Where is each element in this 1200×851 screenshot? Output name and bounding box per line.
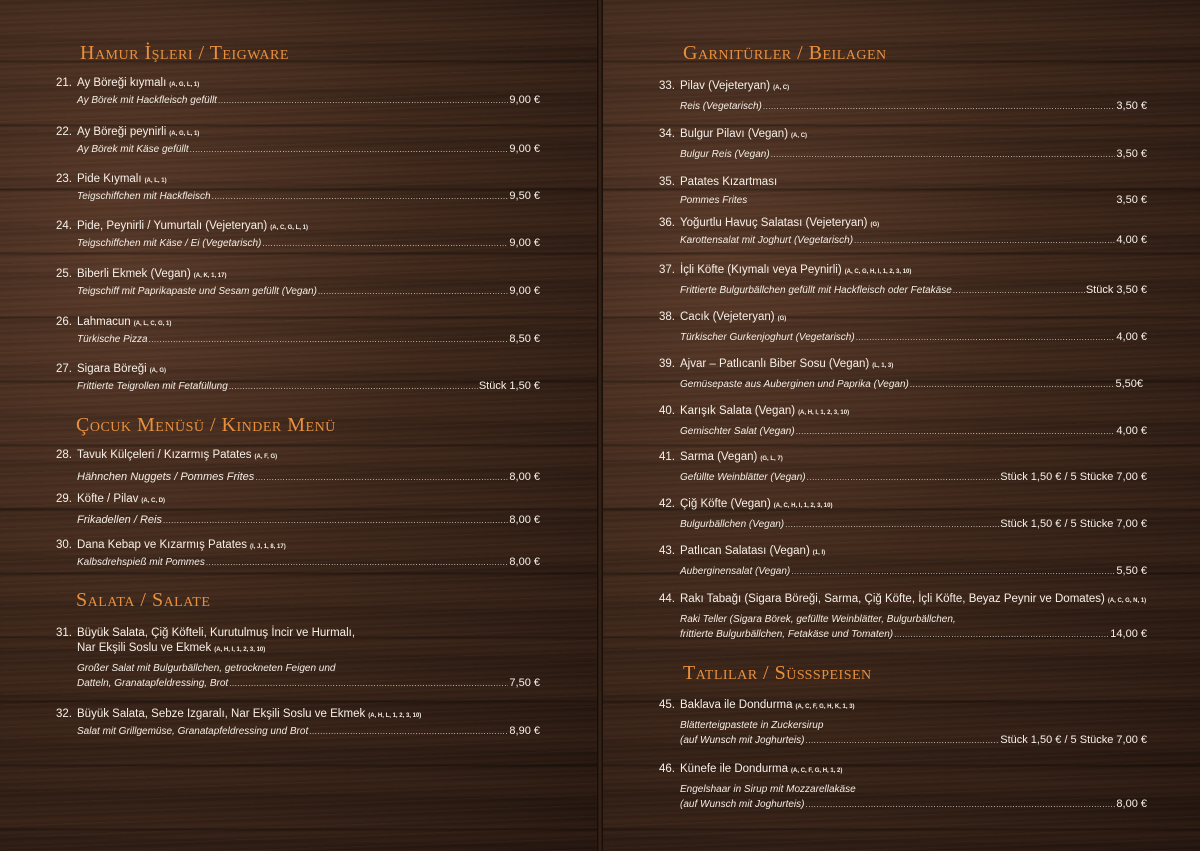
section-title-salate: Salata / Salate xyxy=(76,589,211,611)
item-number: 46. xyxy=(659,763,675,775)
item-number: 27. xyxy=(56,363,72,375)
item-number: 45. xyxy=(659,699,675,711)
item-name: İçli Köfte (Kıymalı veya Peynirli) xyxy=(680,264,842,276)
item-price: 4,00 € xyxy=(1116,425,1147,437)
item-number: 28. xyxy=(56,449,72,461)
dot-leader xyxy=(206,555,509,570)
item-name: Rakı Tabağı (Sigara Böreği, Sarma, Çiğ Köfte, İçli Köfte, Beyaz Peynir ve Domates) xyxy=(680,593,1105,605)
item-name: Biberli Ekmek (Vegan) xyxy=(77,268,191,280)
item-price: Stück 1,50 € / 5 Stücke 7,00 € xyxy=(1000,471,1147,483)
item-number: 21. xyxy=(56,77,72,89)
dot-leader xyxy=(771,147,1116,162)
item-name: Pilav (Vejeteryan) xyxy=(680,80,771,92)
section-title-suesspeisen: Tatlılar / Süßspeisen xyxy=(683,662,872,684)
dot-leader xyxy=(212,189,509,204)
item-description: Teigschiffchen mit Käse / Ei (Vegetarisch) xyxy=(77,238,262,249)
item-description: Bulgurbällchen (Vegan) xyxy=(680,519,785,530)
section-title-beilagen: Garnitürler / Beilagen xyxy=(683,42,887,64)
item-name: Ay Böreği peynirli xyxy=(77,126,167,138)
item-number: 38. xyxy=(659,311,675,323)
item-price: 3,50 € xyxy=(1116,194,1147,206)
dot-leader xyxy=(255,470,508,485)
item-number: 23. xyxy=(56,173,72,185)
item-price: 5,50 € xyxy=(1116,565,1147,577)
item-price: 9,00 € xyxy=(509,94,540,106)
allergen-codes: (G) xyxy=(870,222,880,228)
item-price: 8,50 € xyxy=(509,333,540,345)
item-description: Frikadellen / Reis xyxy=(77,514,162,526)
item-price: 3,50 € xyxy=(1116,100,1147,112)
item-description: Frittierte Bulgurbällchen gefüllt mit Hackfleisch oder Fetakäse xyxy=(680,285,952,296)
item-price: 3,50 € xyxy=(1116,148,1147,160)
item-number: 22. xyxy=(56,126,72,138)
item-price: 9,00 € xyxy=(509,237,540,249)
item-number: 26. xyxy=(56,316,72,328)
item-description: Gefüllte Weinblätter (Vegan) xyxy=(680,472,806,483)
item-name: Baklava ile Dondurma xyxy=(680,699,793,711)
menu-page-left xyxy=(0,0,597,851)
allergen-codes: (A, C) xyxy=(791,133,808,139)
allergen-codes: (A, H, L, 1, 2, 3, 10) xyxy=(368,713,422,719)
item-number: 24. xyxy=(56,220,72,232)
item-description: Türkische Pizza xyxy=(77,334,148,345)
item-price: 4,00 € xyxy=(1116,234,1147,246)
item-price: 8,00 € xyxy=(1116,798,1147,810)
allergen-codes: (A, L, 1) xyxy=(144,178,167,184)
allergen-codes: (A, K, 1, 17) xyxy=(193,273,227,279)
dot-leader xyxy=(218,93,508,108)
dot-leader xyxy=(854,233,1115,248)
item-number: 32. xyxy=(56,708,72,720)
item-description: Frittierte Teigrollen mit Fetafüllung xyxy=(77,381,228,392)
allergen-codes: (A, H, I, 1, 2, 3, 10) xyxy=(798,410,850,416)
dot-leader xyxy=(953,283,1085,298)
allergen-codes: (L, 1, 3) xyxy=(872,363,894,369)
dot-leader xyxy=(229,676,508,691)
dot-leader xyxy=(262,236,508,251)
allergen-codes: (1, I) xyxy=(812,550,826,556)
allergen-codes: (I, J, 1, 8, 17) xyxy=(250,544,286,550)
dot-leader xyxy=(796,424,1116,439)
dot-leader xyxy=(791,564,1115,579)
item-price: Stück 3,50 € xyxy=(1085,284,1147,296)
item-description: Teigschiff mit Paprikapaste und Sesam gefüllt (Vegan) xyxy=(77,286,317,297)
item-description: Datteln, Granatapfeldressing, Brot xyxy=(77,678,229,689)
section-title-teigware: Hamur İşleri / Teigware xyxy=(80,42,289,64)
allergen-codes: (A, C, G, H, I, 1, 2, 3, 10) xyxy=(844,269,912,275)
item-number: 35. xyxy=(659,176,675,188)
allergen-codes: (A, C, D) xyxy=(141,498,166,504)
item-name: Künefe ile Dondurma xyxy=(680,763,789,775)
item-name: Pide, Peynirli / Yumurtalı (Vejeteryan) xyxy=(77,220,268,232)
item-description: frittierte Bulgurbällchen, Fetakäse und Tomaten) xyxy=(680,629,894,640)
dot-leader xyxy=(318,284,508,299)
item-description: Pommes Frites xyxy=(680,195,748,206)
dot-leader xyxy=(785,517,999,532)
item-name: Cacık (Vejeteryan) xyxy=(680,311,775,323)
item-description: Kalbsdrehspieß mit Pommes xyxy=(77,557,205,568)
item-price: 8,00 € xyxy=(509,514,540,526)
item-description: Auberginensalat (Vegan) xyxy=(680,566,791,577)
item-name: Köfte / Pilav xyxy=(77,493,139,505)
item-description: Salat mit Grillgemüse, Granatapfeldressing und Brot xyxy=(77,726,309,737)
item-description: Reis (Vegetarisch) xyxy=(680,101,762,112)
item-name: Tavuk Külçeleri / Kızarmış Patates xyxy=(77,449,252,461)
item-name: Yoğurtlu Havuç Salatası (Vejeteryan) xyxy=(680,217,868,229)
item-description-line1: Großer Salat mit Bulgurbällchen, getrockneten Feigen und xyxy=(77,663,336,674)
item-description: Gemischter Salat (Vegan) xyxy=(680,426,795,437)
dot-leader xyxy=(910,377,1115,392)
item-number: 37. xyxy=(659,264,675,276)
dot-leader xyxy=(807,470,1000,485)
item-number: 40. xyxy=(659,405,675,417)
item-description-line1: Engelshaar in Sirup mit Mozzarellakäse xyxy=(680,784,856,795)
item-name: Sigara Böreği xyxy=(77,363,147,375)
allergen-codes: (A, C, F, G, H, 1, 2) xyxy=(791,768,843,774)
section-title-kinder-menu: Çocuk Menüsü / Kinder Menü xyxy=(76,414,336,436)
allergen-codes: (A, C, H, I, 1, 2, 3, 10) xyxy=(773,503,833,509)
item-description: Karottensalat mit Joghurt (Vegetarisch) xyxy=(680,235,854,246)
item-name: Bulgur Pilavı (Vegan) xyxy=(680,128,789,140)
item-name: Ajvar – Patlıcanlı Biber Sosu (Vegan) xyxy=(680,358,870,370)
item-number: 29. xyxy=(56,493,72,505)
allergen-codes: (A, L, C, G, 1) xyxy=(133,321,172,327)
item-price: Stück 1,50 € xyxy=(478,380,540,392)
allergen-codes: (A, F, G) xyxy=(254,454,278,460)
dot-leader xyxy=(806,733,1000,748)
dot-leader xyxy=(894,627,1109,642)
allergen-codes: (G) xyxy=(777,316,787,322)
item-number: 36. xyxy=(659,217,675,229)
item-name: Dana Kebap ve Kızarmış Patates xyxy=(77,539,248,551)
allergen-codes: (G, L, 7) xyxy=(760,456,783,462)
item-name-line2: Nar Ekşili Soslu ve Ekmek xyxy=(77,642,212,654)
item-price: 14,00 € xyxy=(1110,628,1147,640)
item-number: 34. xyxy=(659,128,675,140)
item-number: 33. xyxy=(659,80,675,92)
item-number: 30. xyxy=(56,539,72,551)
item-name: Patlıcan Salatası (Vegan) xyxy=(680,545,810,557)
dot-leader xyxy=(190,142,509,157)
item-name: Karışık Salata (Vegan) xyxy=(680,405,796,417)
item-number: 44. xyxy=(659,593,675,605)
dot-leader xyxy=(163,513,508,528)
item-price: Stück 1,50 € / 5 Stücke 7,00 € xyxy=(1000,518,1147,530)
item-price: Stück 1,50 € / 5 Stücke 7,00 € xyxy=(1000,734,1147,746)
dot-leader xyxy=(806,797,1116,812)
dot-leader xyxy=(763,99,1116,114)
item-number: 42. xyxy=(659,498,675,510)
item-number: 43. xyxy=(659,545,675,557)
item-description: (auf Wunsch mit Joghurteis) xyxy=(680,735,805,746)
item-price: 4,00 € xyxy=(1116,331,1147,343)
item-price: 5,50€ xyxy=(1115,378,1143,390)
item-description: Gemüsepaste aus Auberginen und Paprika (Vegan) xyxy=(680,379,909,390)
allergen-codes: (A, G, L, 1) xyxy=(169,131,200,137)
item-price: 9,00 € xyxy=(509,143,540,155)
item-name: Ay Böreği kıymalı xyxy=(77,77,167,89)
item-number: 25. xyxy=(56,268,72,280)
dot-leader xyxy=(309,724,508,739)
item-number: 39. xyxy=(659,358,675,370)
item-name: Patates Kızartması xyxy=(680,176,778,188)
dot-leader xyxy=(149,332,509,347)
item-description: Hähnchen Nuggets / Pommes Frites xyxy=(77,471,255,483)
item-description-line1: Raki Teller (Sigara Börek, gefüllte Weinblätter, Bulgurbällchen, xyxy=(680,614,956,625)
dot-leader xyxy=(229,379,478,394)
item-price: 8,90 € xyxy=(509,725,540,737)
item-price: 8,00 € xyxy=(509,556,540,568)
allergen-codes: (A, C, G, L, 1) xyxy=(270,225,308,231)
item-name: Lahmacun xyxy=(77,316,131,328)
item-price: 9,00 € xyxy=(509,285,540,297)
dot-leader xyxy=(856,330,1116,345)
allergen-codes: (A, C) xyxy=(773,85,790,91)
item-price: 8,00 € xyxy=(509,471,540,483)
item-name: Pide Kıymalı xyxy=(77,173,142,185)
item-description: Bulgur Reis (Vegan) xyxy=(680,149,770,160)
item-description: Türkischer Gurkenjoghurt (Vegetarisch) xyxy=(680,332,855,343)
item-description: (auf Wunsch mit Joghurteis) xyxy=(680,799,805,810)
item-description: Ay Börek mit Käse gefüllt xyxy=(77,144,189,155)
item-name: Sarma (Vegan) xyxy=(680,451,758,463)
item-price: 9,50 € xyxy=(509,190,540,202)
item-description-line1: Blätterteigpastete in Zuckersirup xyxy=(680,720,824,731)
allergen-codes: (A, G, L, 1) xyxy=(169,82,200,88)
allergen-codes: (A, G) xyxy=(149,368,167,374)
allergen-codes: (A, H, I, 1, 2, 3, 10) xyxy=(214,647,266,653)
menu-page-right xyxy=(603,0,1200,851)
allergen-codes: (A, C, F, G, H, K, 1, 3) xyxy=(795,704,855,710)
item-description: Teigschiffchen mit Hackfleisch xyxy=(77,191,211,202)
item-name: Büyük Salata, Çiğ Köfteli, Kurutulmuş İncir ve Hurmalı, xyxy=(77,627,356,639)
allergen-codes: (A, C, G, N, 1) xyxy=(1107,598,1147,604)
item-price: 7,50 € xyxy=(509,677,540,689)
item-name: Çiğ Köfte (Vegan) xyxy=(680,498,771,510)
item-name: Büyük Salata, Sebze Izgaralı, Nar Ekşili Soslu ve Ekmek xyxy=(77,708,366,720)
item-description: Ay Börek mit Hackfleisch gefüllt xyxy=(77,95,217,106)
item-number: 31. xyxy=(56,627,72,639)
item-number: 41. xyxy=(659,451,675,463)
